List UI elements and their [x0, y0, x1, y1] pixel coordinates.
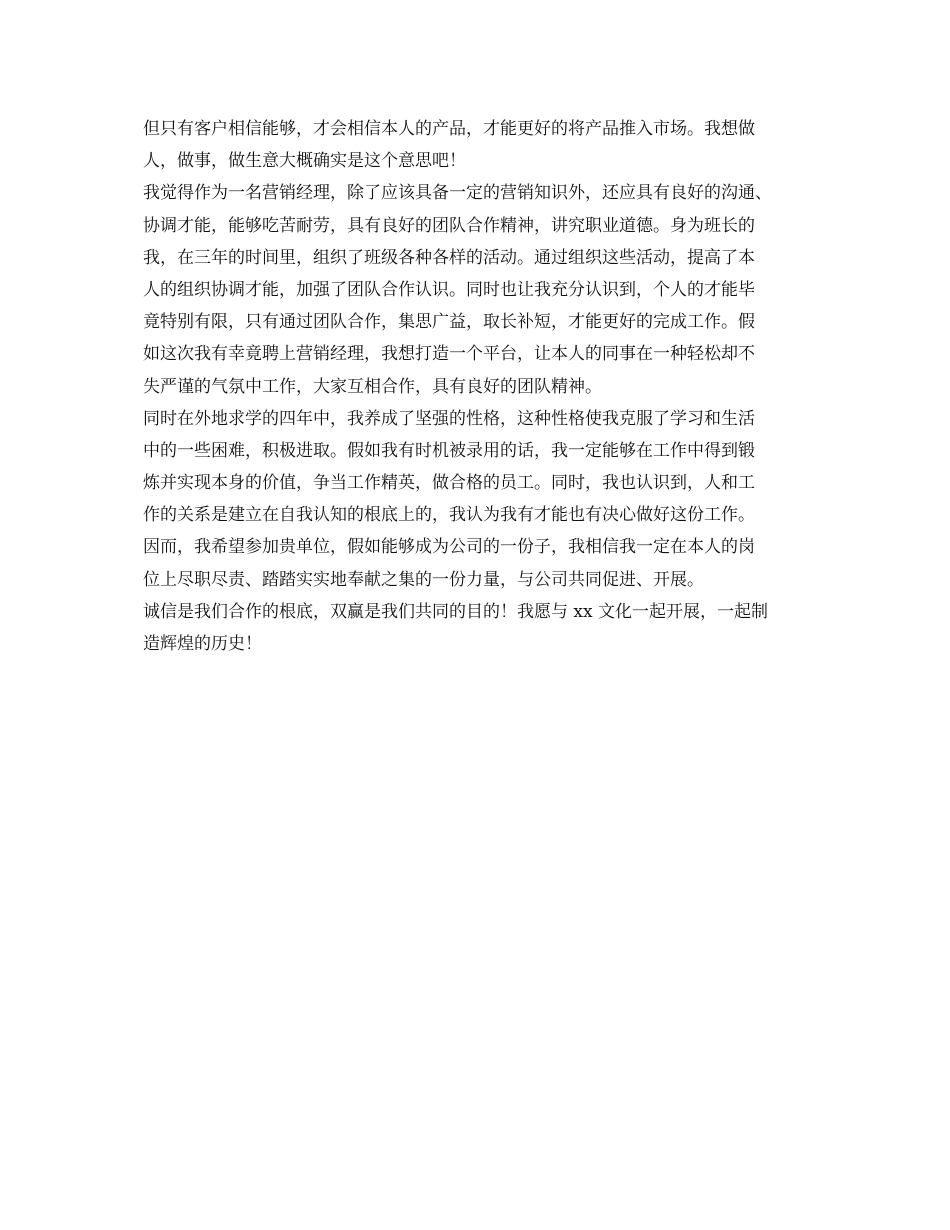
text-line: 位上尽职尽责、踏踏实实地奉献之集的一份力量，与公司共同促进、开展。: [143, 569, 704, 590]
text-line: 中的一些困难，积极进取。假如我有时机被录用的话，我一定能够在工作中得到锻: [143, 440, 755, 461]
text-line: 炼并实现本身的价值，争当工作精英，做合格的员工。同时，我也认识到，人和工: [143, 473, 755, 494]
text-line: 造辉煌的历史！: [143, 634, 262, 654]
text-line: 我觉得作为一名营销经理，除了应该具备一定的营销知识外，还应具有良好的沟通、: [143, 183, 772, 204]
text-line: 我，在三年的时间里，组织了班级各种各样的活动。通过组织这些活动，提高了本: [143, 247, 755, 268]
text-line: 诚信是我们合作的根底，双赢是我们共同的目的！我愿与 xx 文化一起开展，一起制: [143, 601, 768, 622]
document-body: [143, 113, 823, 660]
text-line: 如这次我有幸竟聘上营销经理，我想打造一个平台，让本人的同事在一种轻松却不: [143, 344, 755, 365]
text-line: 竟特别有限，只有通过团队合作，集思广益，取长补短，才能更好的完成工作。假: [143, 312, 755, 333]
text-line: 人的组织协调才能，加强了团队合作认识。同时也让我充分认识到，个人的才能毕: [143, 279, 755, 300]
text-line: 但只有客户相信能够，才会相信本人的产品，才能更好的将产品推入市场。我想做: [143, 119, 755, 139]
text-line: 因而，我希望参加贵单位，假如能够成为公司的一份子，我相信我一定在本人的岗: [143, 537, 755, 558]
text-line: 协调才能，能够吃苦耐劳，具有良好的团队合作精神，讲究职业道德。身为班长的: [143, 215, 755, 236]
text-line: 失严谨的气氛中工作，大家互相合作，具有良好的团队精神。: [143, 376, 602, 397]
text-line: 人，做事，做生意大概确实是这个意思吧！: [143, 151, 466, 172]
text-line: 同时在外地求学的四年中，我养成了坚强的性格，这种性格使我克服了学习和生活: [143, 408, 755, 429]
text-line: 作的关系是建立在自我认知的根底上的，我认为我有才能也有决心做好这份工作。: [143, 505, 755, 526]
